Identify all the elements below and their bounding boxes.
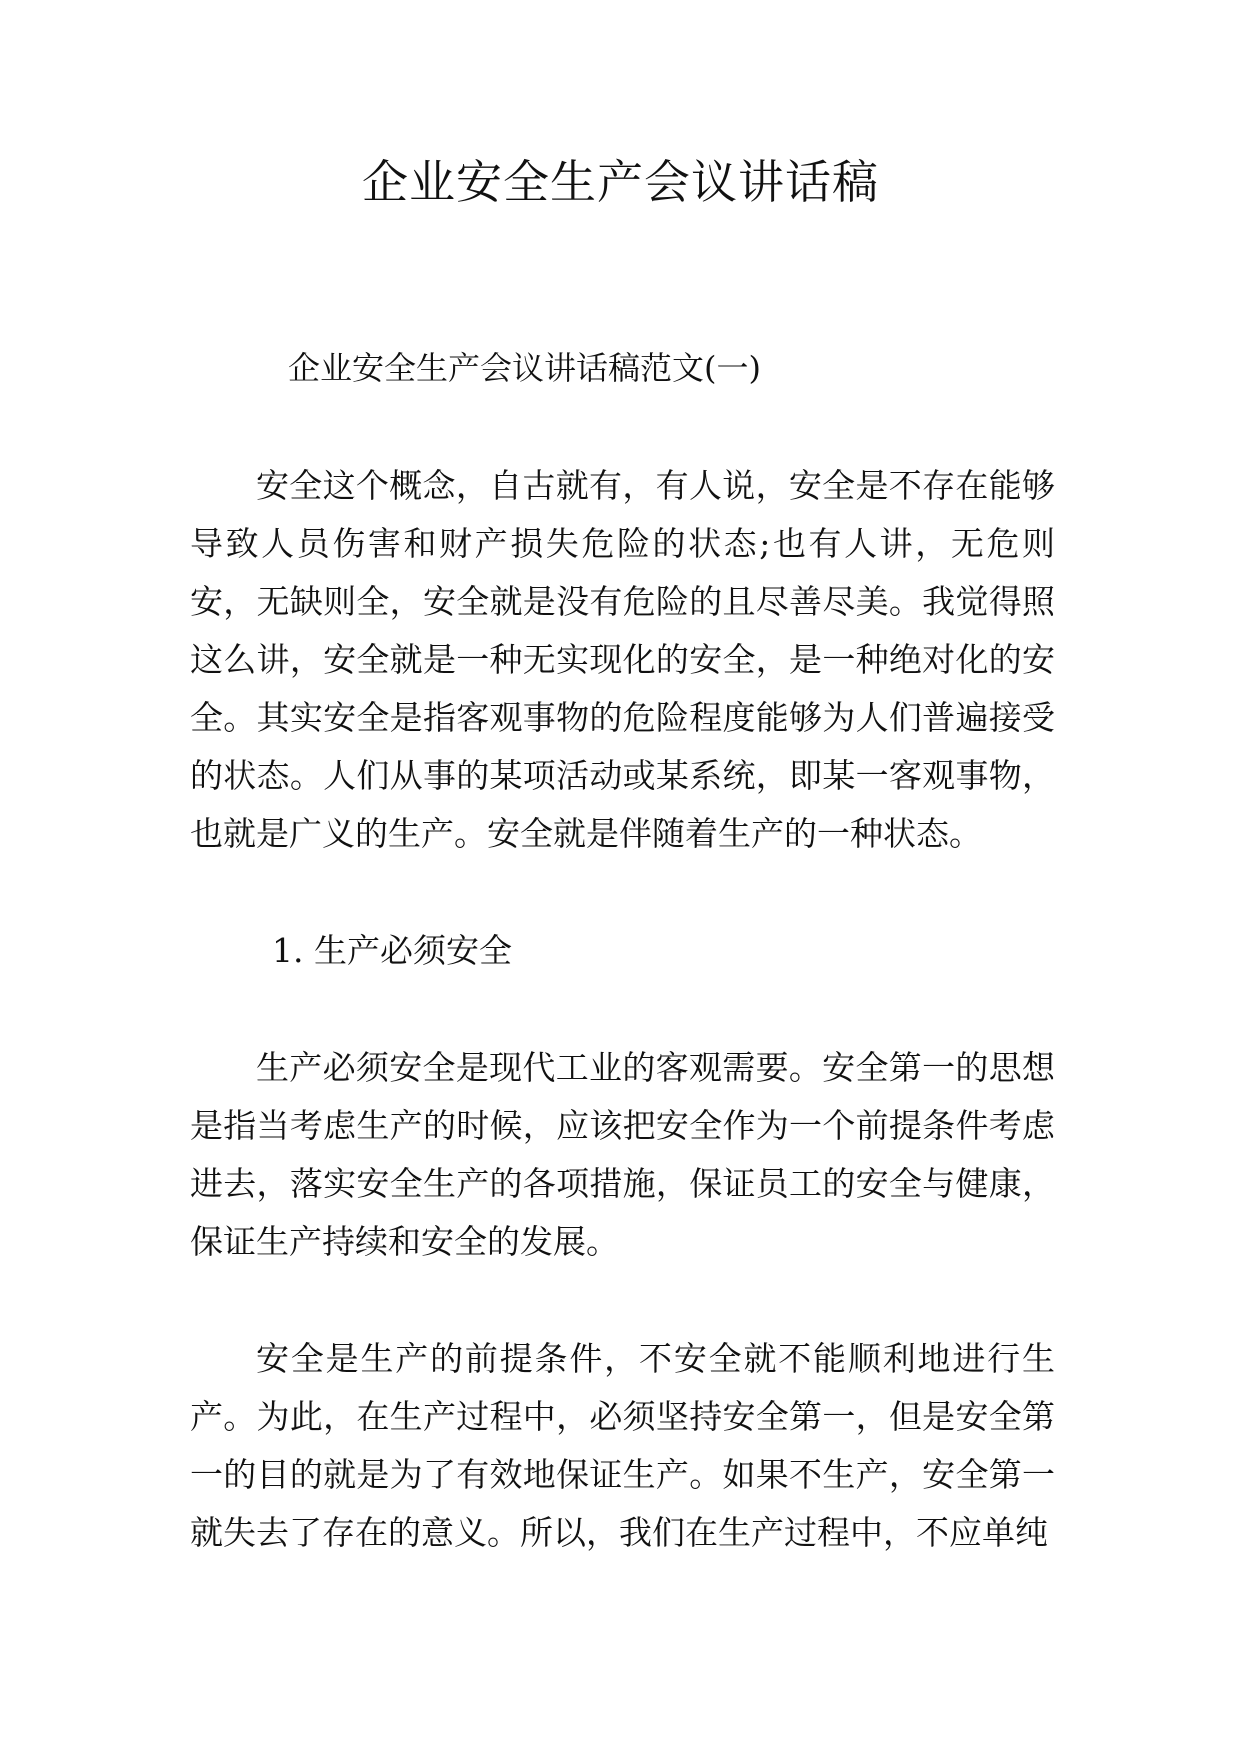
paragraph-block-1 [190,457,1055,863]
paragraph-1: 安全这个概念，自古就有，有人说，安全是不存在能够导致人员伤害和财产损失危险的状态;也有人讲，无危则安，无缺则全，安全就是没有危险的且尽善尽美。我觉得照这么讲，安全就是一种无实现化的安全，是一种绝对化的安全。其实安全是指客观事物的危险程度能够为人们普遍接受的状态。人们从事的某项活动或某系统，即某一客观事物，也就是广义的生产。安全就是伴随着生产的一种状态。 [190,466,1055,853]
paragraph-block-3 [190,1330,1055,1562]
document-title: 企业安全生产会议讲话稿 [362,155,879,209]
paragraph-block-2 [190,1039,1055,1271]
paragraph-2: 生产必须安全是现代工业的客观需要。安全第一的思想是指当考虑生产的时候，应该把安全作为一个前提条件考虑进去，落实安全生产的各项措施，保证员工的安全与健康，保证生产持续和安全的发展。 [190,1048,1055,1261]
document-subtitle: 企业安全生产会议讲话稿范文(一) [288,349,761,387]
paragraph-3: 安全是生产的前提条件，不安全就不能顺利地进行生产。为此，在生产过程中，必须坚持安全第一，但是安全第一的目的就是为了有效地保证生产。如果不生产，安全第一就失去了存在的意义。所以，我们在生产过程中，不应单纯 [190,1339,1055,1552]
section-heading-1: 1. 生产必须安全 [272,931,512,970]
